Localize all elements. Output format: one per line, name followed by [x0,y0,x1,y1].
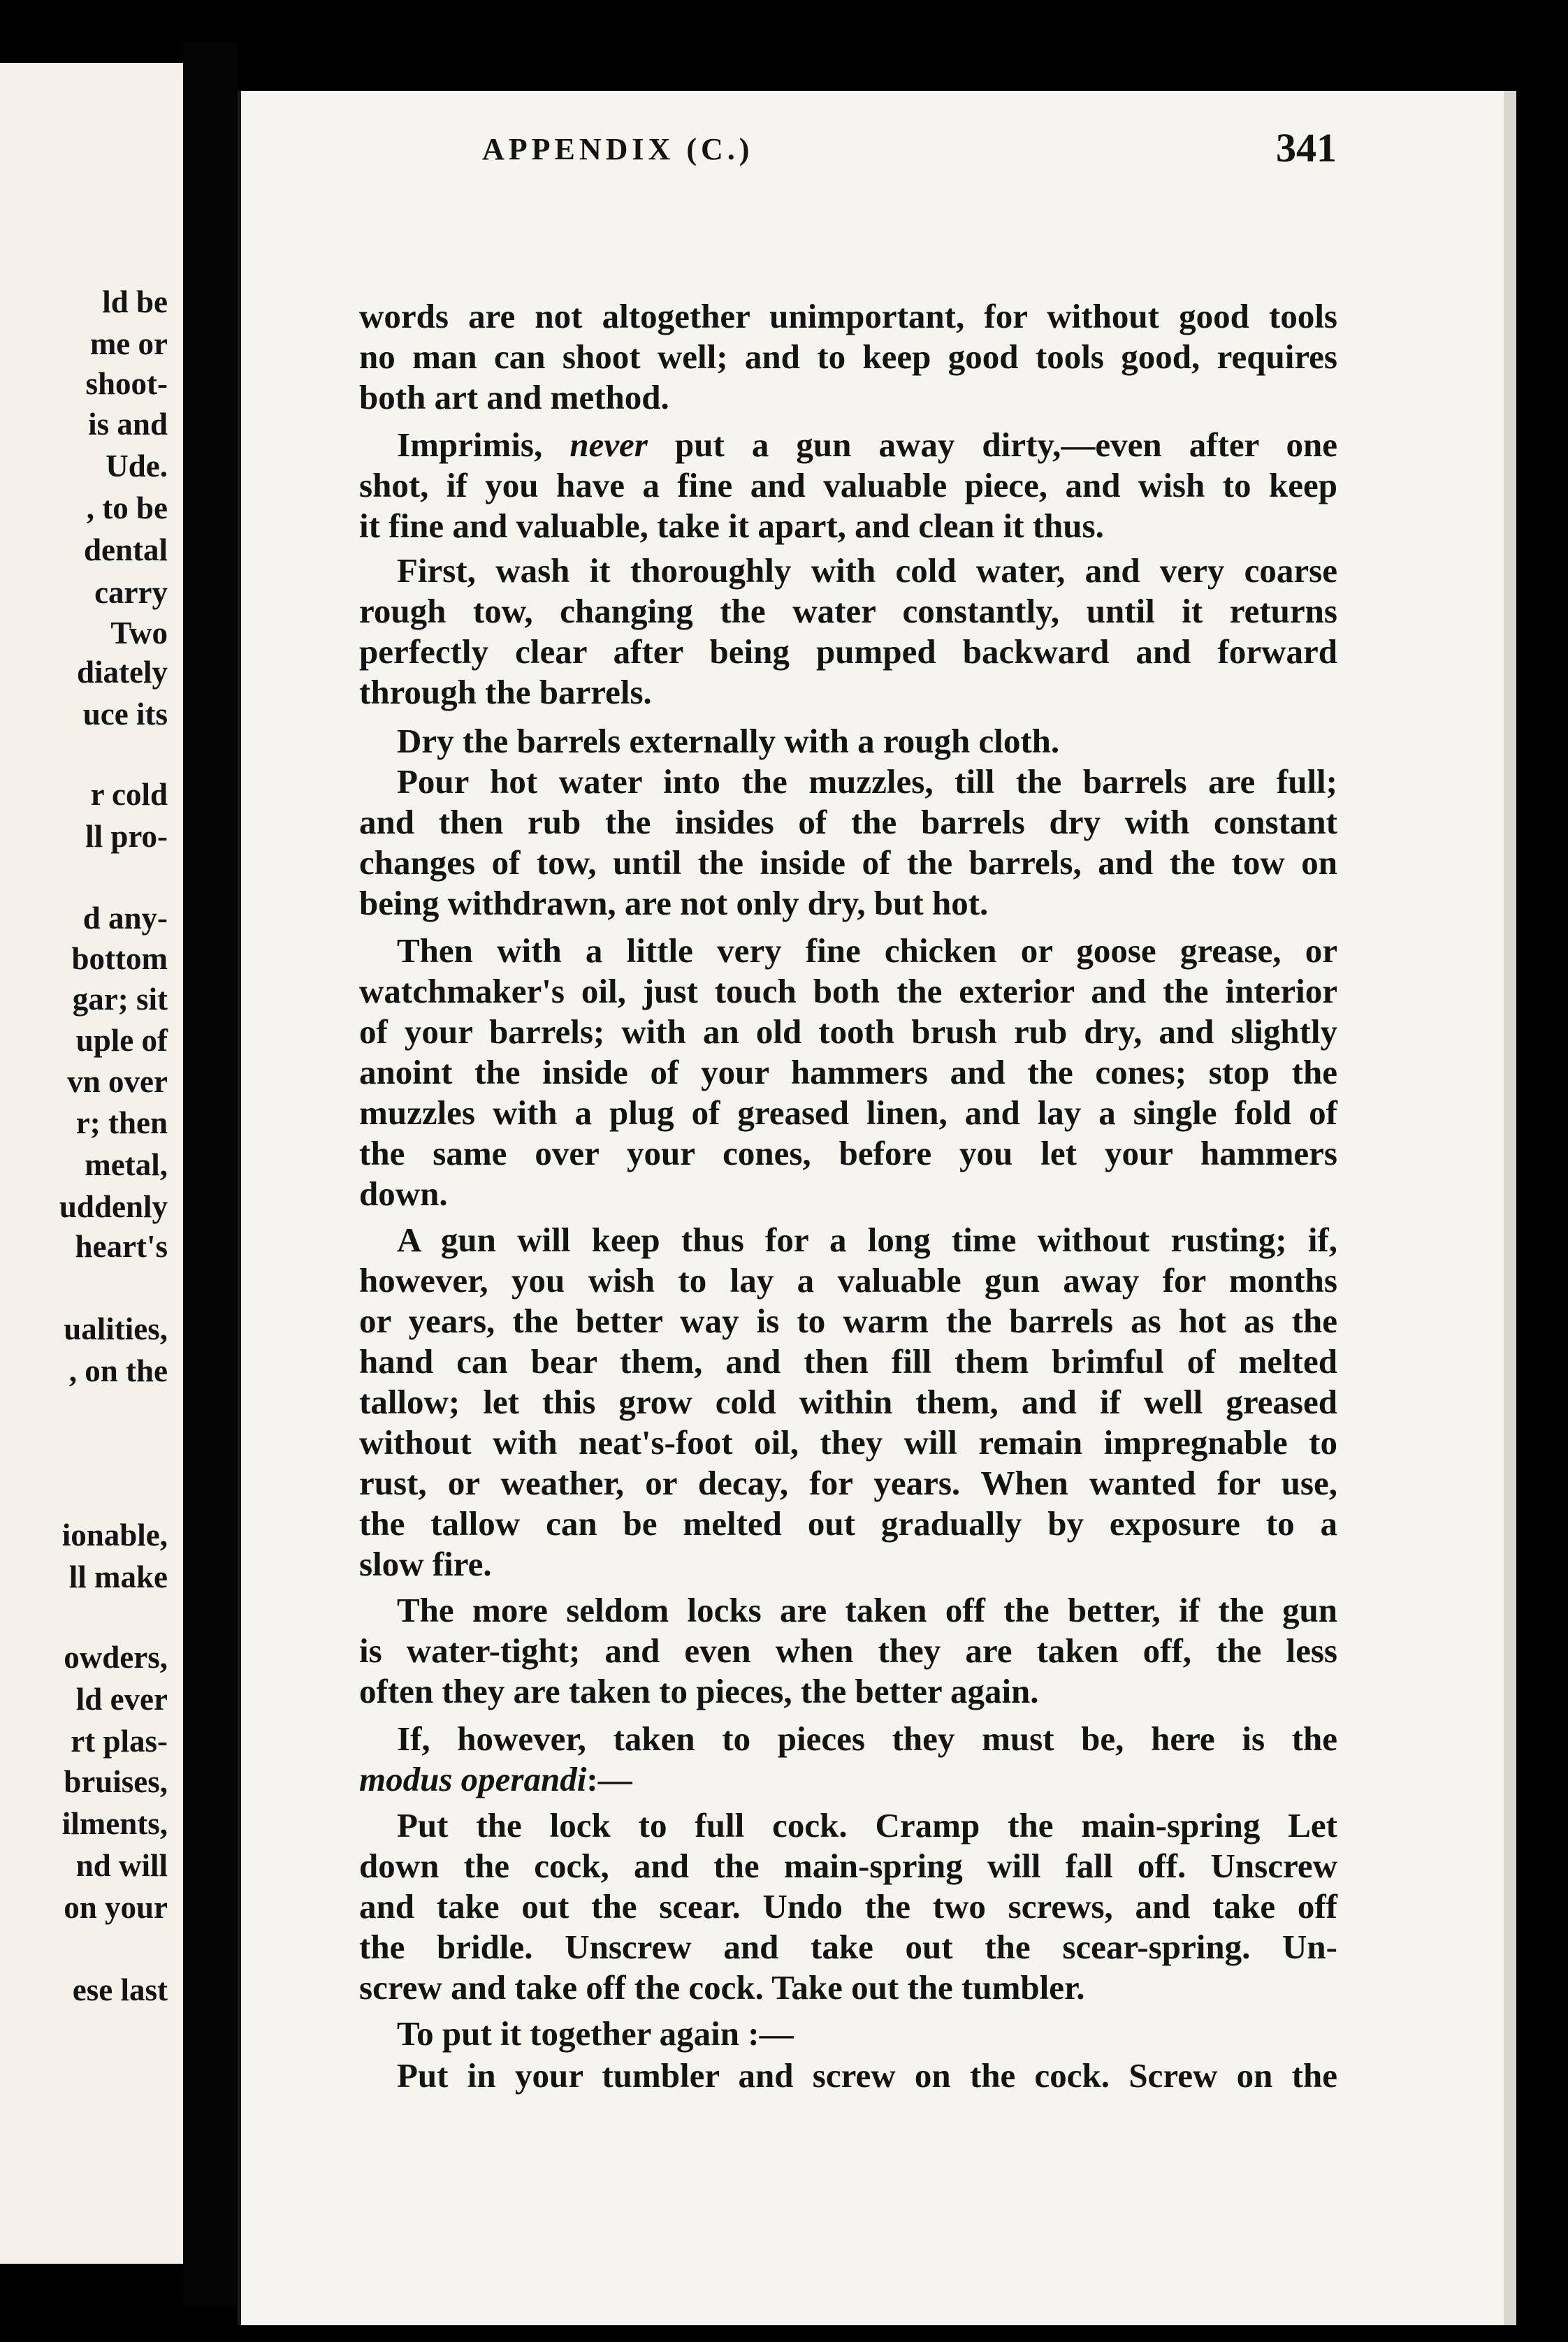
left-page-line: rt plas- [71,1724,168,1759]
page-gutter [183,42,238,2306]
body-line: and then rub the insides of the barrels dry with constant [359,803,1337,841]
left-page-line: ilments, [61,1806,168,1841]
body-line: hand can bear them, and then fill them brimful of melted [359,1342,1337,1381]
left-page-line: Two [110,616,168,650]
body-line: To put it together again :— [397,2014,794,2053]
body-line: through the barrels. [359,673,652,711]
page-edge [1504,91,1516,2325]
left-page-line: , on the [68,1353,168,1388]
body-line: changes of tow, until the inside of the barrels, and the tow on [359,843,1337,882]
emphasis: never [569,426,648,464]
body-line: Put in your tumbler and screw on the cock. Screw on the [397,2056,1337,2095]
body-line: without with neat's-foot oil, they will remain impregnable to [359,1423,1337,1462]
left-page-line: on your [64,1890,168,1925]
body-line: Put the lock to full cock. Cramp the main-spring Let [397,1806,1337,1845]
body-line: the same over your cones, before you let your hammers [359,1134,1337,1172]
left-page-line: r; then [75,1105,168,1140]
body-line: First, wash it thoroughly with cold water, and very coarse [397,551,1337,590]
body-line: Imprimis, never put a gun away dirty,—even after one [397,426,1337,464]
body-line: both art and method. [359,378,669,416]
body-line: it fine and valuable, take it apart, and clean it thus. [359,507,1104,545]
left-page-line: d any- [82,901,168,936]
body-line: down. [359,1174,448,1213]
body-line: being withdrawn, are not only dry, but hot. [359,884,989,922]
body-line: and take out the scear. Undo the two screws, and take off [359,1887,1337,1926]
left-page-line: ese last [72,1972,168,2007]
emphasis: modus operandi [359,1760,587,1798]
body-line: of your barrels; with an old tooth brush rub dry, and slightly [359,1012,1337,1051]
body-line: is water-tight; and even when they are taken off, the less [359,1631,1337,1670]
body-line: no man can shoot well; and to keep good tools good, requires [359,337,1337,376]
left-page-line: me or [89,326,168,361]
body-line: however, you wish to lay a valuable gun away for months [359,1261,1337,1300]
left-page-line: dental [83,532,168,567]
left-page-line: ualities, [64,1311,168,1346]
body-line: tallow; let this grow cold within them, and if well greased [359,1383,1337,1421]
body-line: watchmaker's oil, just touch both the exterior and the interior [359,972,1337,1010]
left-page-line: diately [77,655,168,690]
left-page-line: bruises, [64,1764,168,1799]
body-line: words are not altogether unimportant, for without good tools [359,297,1337,335]
body-line: rust, or weather, or decay, for years. When wanted for use, [359,1464,1337,1502]
left-page-line: shoot- [85,366,168,401]
running-header: APPENDIX (C.) [482,132,754,166]
left-page-line: nd will [75,1848,168,1883]
body-line: or years, the better way is to warm the barrels as hot as the [359,1302,1337,1340]
body-line: perfectly clear after being pumped backward and forward [359,632,1337,671]
body-line: Dry the barrels externally with a rough cloth. [397,722,1060,760]
left-page-line: bottom [71,941,168,976]
left-page-line: heart's [75,1229,168,1264]
body-line: Pour hot water into the muzzles, till the barrels are full; [397,762,1337,801]
body-line: the tallow can be melted out gradually by exposure to a [359,1504,1337,1543]
left-page-line: ll make [68,1559,168,1594]
left-page-line: r cold [90,777,168,812]
left-page-line: owders, [64,1640,168,1675]
left-page-line: uple of [75,1023,168,1058]
body-line: screw and take off the cock. Take out the tumbler. [359,1968,1085,2007]
body-line: the bridle. Unscrew and take out the scear-spring. Un- [359,1928,1337,1966]
body-line: often they are taken to pieces, the better again. [359,1672,1039,1710]
left-page-line: ld be [102,284,168,319]
left-page-fragment [0,63,183,2264]
body-line: The more seldom locks are taken off the better, if the gun [397,1591,1337,1629]
body-line: anoint the inside of your hammers and the cones; stop the [359,1053,1337,1091]
left-page-line: is and [88,407,168,442]
left-page-line: , to be [86,490,168,525]
body-line: A gun will keep thus for a long time without rusting; if, [397,1221,1337,1259]
left-page-line: vn over [67,1064,168,1099]
left-page-line: ionable, [61,1518,168,1552]
left-page-line: Ude. [106,449,168,483]
left-page-line: gar; sit [72,982,168,1017]
page-number: 341 [1276,125,1337,170]
left-page-line: uce its [82,697,168,732]
body-line: If, however, taken to pieces they must be, here is the [397,1719,1337,1758]
left-page-line: metal, [85,1147,168,1182]
body-line: rough tow, changing the water constantly, until it returns [359,592,1337,630]
left-page-line: carry [94,575,168,610]
body-line: Then with a little very fine chicken or goose grease, or [397,931,1337,970]
body-line: down the cock, and the main-spring will fall off. Unscrew [359,1847,1337,1885]
left-page-line: ll pro- [85,819,168,854]
left-page-line: uddenly [59,1189,168,1224]
body-line: shot, if you have a fine and valuable piece, and wish to keep [359,466,1337,504]
body-line: muzzles with a plug of greased linen, and lay a single fold of [359,1093,1337,1132]
body-line: modus operandi:— [359,1760,632,1798]
body-line: slow fire. [359,1545,492,1583]
left-page-line: ld ever [75,1682,168,1717]
